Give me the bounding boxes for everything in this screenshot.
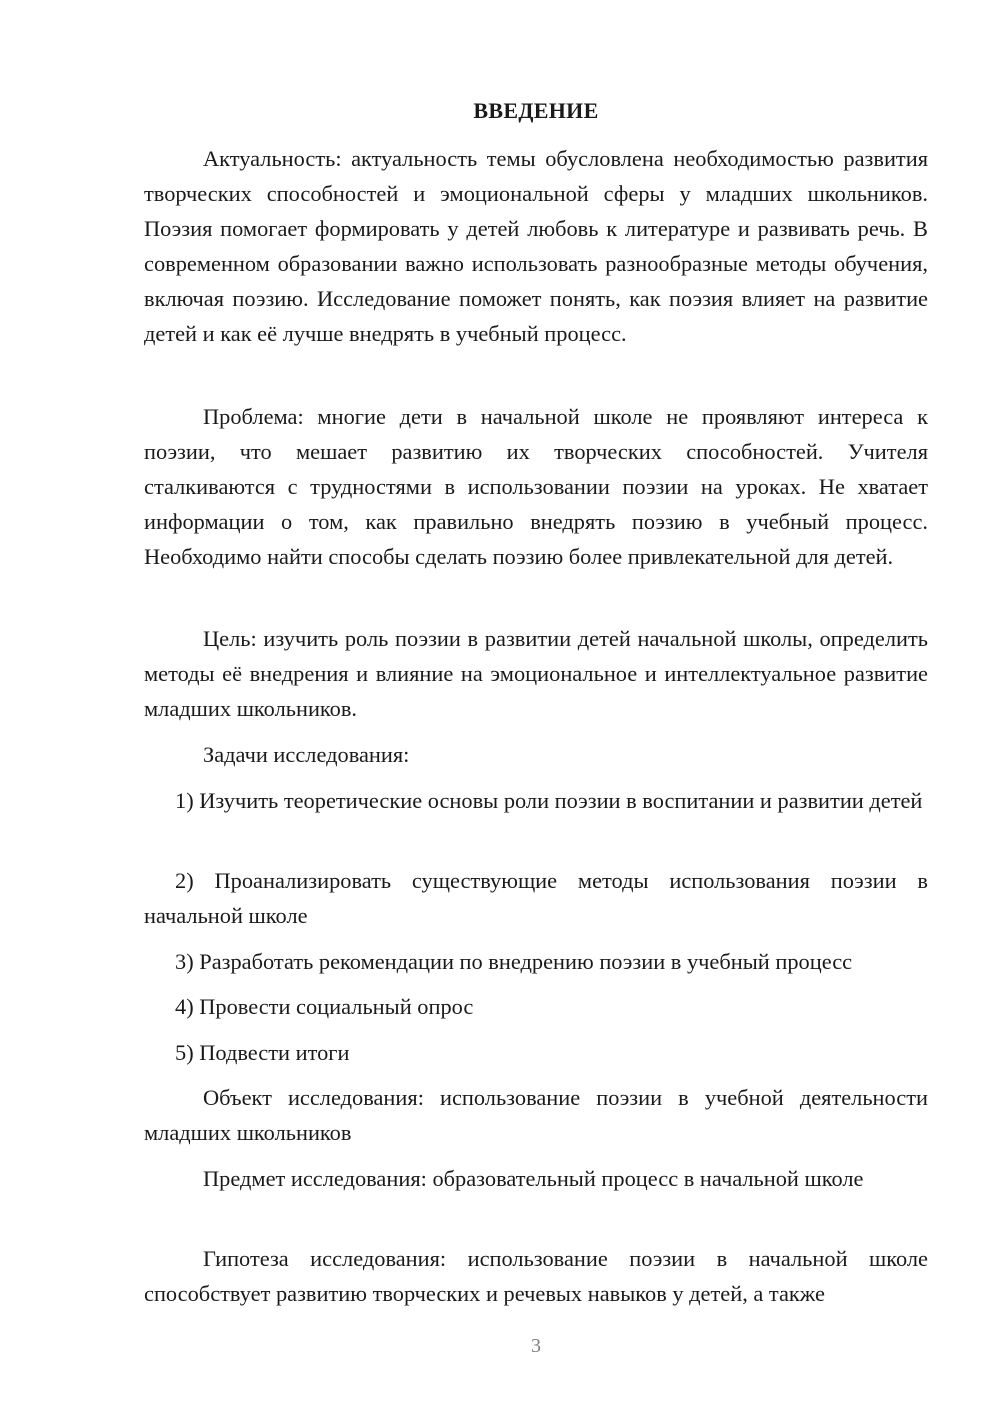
task-item-4: 4) Провести социальный опрос (175, 994, 474, 1019)
paragraph-problem: Проблема: многие дети в начальной школе не проявляют интереса к поэзии, что мешает развитию их творческих способностей. Учителя сталкиваются с трудностями в использовании поэзии на уроках. Не хватает информации о том, как правильно внедрять поэзию в учебный процесс. Необходимо найти способы сделать поэзию более привлекательной для детей. (144, 404, 928, 569)
paragraph-relevance: Актуальность: актуальность темы обусловлена необходимостью развития творческих способностей и эмоциональной сферы у младших школьников. Поэзия помогает формировать у детей любовь к литературе и развивать речь. В современном образовании важно использовать разнообразные методы обучения, включая поэзию. Исследование поможет понять, как поэзия влияет на развитие детей и как её лучше внедрять в учебный процесс. (144, 146, 928, 346)
task-item-5: 5) Подвести итоги (175, 1040, 350, 1065)
paragraph-object: Объект исследования: использование поэзии в учебной деятельности младших школьников (144, 1085, 928, 1145)
tasks-heading: Задачи исследования: (203, 742, 410, 767)
task-item-2: 2) Проанализировать существующие методы использования поэзии в начальной школе (144, 868, 928, 928)
page-number: 3 (531, 1335, 541, 1357)
paragraph-hypothesis: Гипотеза исследования: использование поэзии в начальной школе способствует развитию творческих и речевых навыков у детей, а также (144, 1246, 928, 1306)
task-item-3: 3) Разработать рекомендации по внедрению поэзии в учебный процесс (175, 949, 853, 974)
paragraph-goal: Цель: изучить роль поэзии в развитии детей начальной школы, определить методы её внедрения и влияние на эмоциональное и интеллектуальное развитие младших школьников. (144, 626, 928, 721)
task-item-1: 1) Изучить теоретические основы роли поэзии в воспитании и развитии детей (175, 788, 923, 813)
page-title: ВВЕДЕНИЕ (473, 98, 599, 123)
paragraph-subject: Предмет исследования: образовательный процесс в начальной школе (203, 1166, 864, 1191)
